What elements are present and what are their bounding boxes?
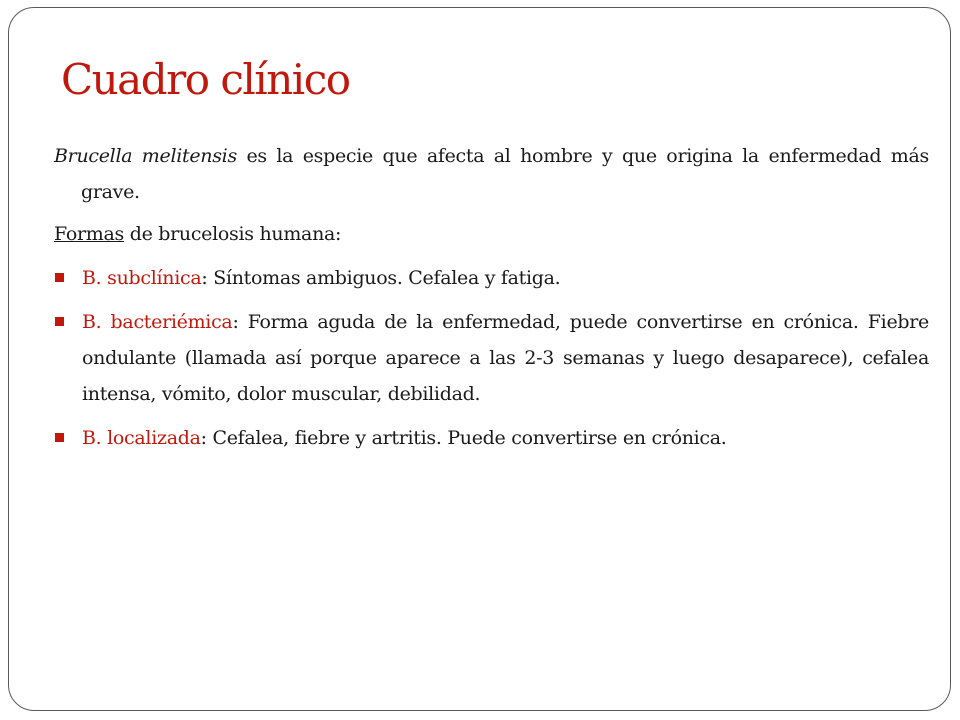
formas-underlined: Formas (54, 223, 124, 245)
formas-heading (54, 216, 929, 252)
square-bullet-icon (55, 433, 64, 442)
list-item (54, 304, 929, 412)
bullet-text: : Forma aguda de la enfermedad, puede convertirse en crónica. Fiebre ondulante (llamada así porque aparece a las 2-3 semanas y luego desaparece), cefalea intensa, vómito, dolor muscular, debilidad. (82, 311, 929, 405)
list-item (54, 260, 929, 296)
bullet-term: B. subclínica (82, 267, 202, 289)
square-bullet-icon (55, 317, 64, 326)
intro-paragraph (54, 138, 929, 210)
slide-title: Cuadro clínico (61, 55, 350, 104)
slide-frame (8, 7, 951, 711)
species-name: Brucella melitensis (54, 145, 237, 167)
formas-rest: de brucelosis humana: (123, 223, 342, 245)
forms-list (54, 260, 929, 456)
bullet-text: : Cefalea, fiebre y artritis. Puede convertirse en crónica. (200, 427, 727, 449)
slide-body (54, 138, 929, 464)
bullet-term: B. localizada (82, 427, 201, 449)
bullet-term: B. bacteriémica (82, 311, 233, 333)
square-bullet-icon (55, 273, 64, 282)
bullet-text: : Síntomas ambiguos. Cefalea y fatiga. (201, 267, 561, 289)
list-item (54, 420, 929, 456)
intro-text: es la especie que afecta al hombre y que origina la enfermedad más grave. (81, 145, 929, 203)
